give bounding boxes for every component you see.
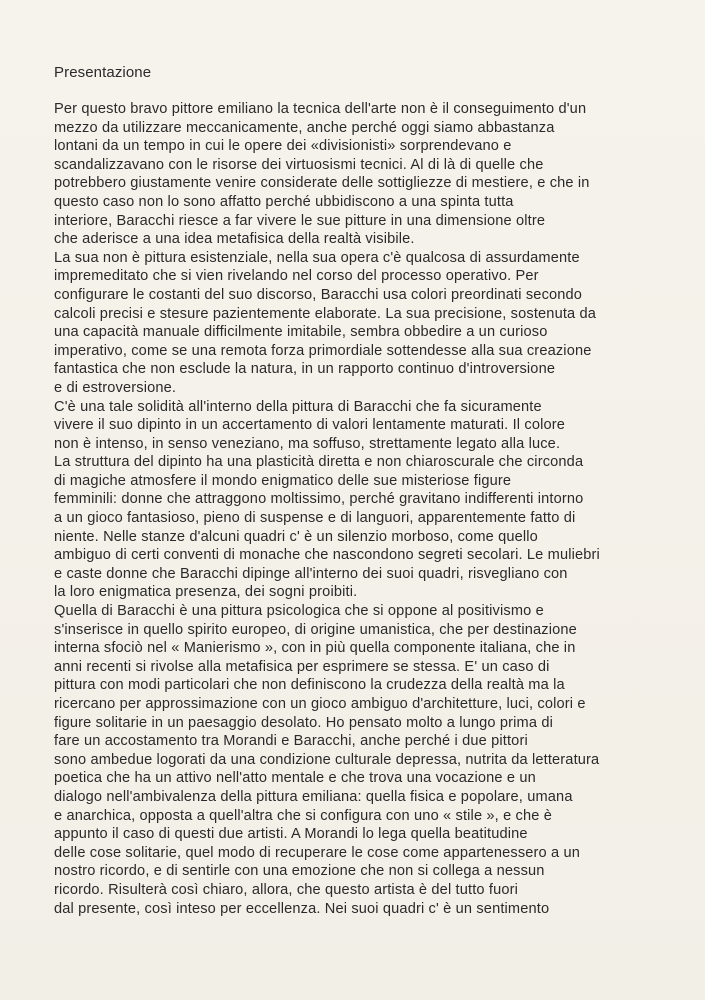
text-line: imperativo, come se una remota forza primordiale sottendesse alla sua creazione [54, 342, 592, 359]
text-line: s'inserisce in quello spirito europeo, di origine umanistica, che per destinazione [54, 621, 577, 638]
page-title: Presentazione [54, 64, 152, 81]
text-line: scandalizzavano con le risorse dei virtuosismi tecnici. Al di là di quelle che [54, 156, 544, 173]
text-line: delle cose solitarie, quel modo di recuperare le cose come appartenessero a un [54, 844, 581, 861]
text-line: dal presente, così inteso per eccellenza. Nei suoi quadri c' è un sentimento [54, 900, 550, 917]
text-line: lontani da un tempo in cui le opere dei «divisionisti» sorprendevano e [54, 138, 512, 155]
text-line: configurare le costanti del suo discorso, Baracchi usa colori preordinati secondo [54, 286, 583, 303]
text-line: Per questo bravo pittore emiliano la tecnica dell'arte non è il conseguimento d'un [54, 101, 587, 117]
text-line: figure solitarie in un paesaggio desolato. Ho pensato molto a lungo prima di [54, 714, 553, 731]
text-line: e anarchica, opposta a quell'altra che si configura con uno « stile », e che è [54, 807, 553, 824]
text-line: ricercano per approssimazione con un gioco ambiguo d'architetture, luci, colori e [54, 696, 586, 712]
text-line: e di estroversione. [54, 379, 177, 396]
body-text [54, 100, 674, 918]
text-line: La struttura del dipinto ha una plasticità diretta e non chiaroscurale che circonda [54, 454, 584, 471]
text-line: una capacità manuale difficilmente imitabile, sembra obbedire a un curioso [54, 324, 548, 341]
text-line: femminili: donne che attraggono moltissimo, perché gravitano indifferenti intorno [54, 491, 584, 508]
text-line: Quella di Baracchi è una pittura psicologica che si oppone al positivismo e [54, 603, 544, 620]
text-line: interiore, Baracchi riesce a far vivere le sue pitture in una dimensione oltre [54, 212, 546, 229]
text-line: fantastica che non esclude la natura, in un rapporto continuo d'introversione [54, 361, 556, 378]
text-line: non è intenso, in senso veneziano, ma soffuso, strettamente legato alla luce. [54, 435, 561, 452]
text-line: fare un accostamento tra Morandi e Baracchi, anche perché i due pittori [54, 733, 528, 750]
text-line: ambiguo di certi conventi di monache che nascondono segreti secolari. Le muliebri [54, 547, 600, 564]
text-line: poetica che ha un attivo nell'atto mentale e che trova una vocazione e un [54, 770, 536, 787]
text-line: nostro ricordo, e di sentirle con una emozione che non si collega a nessun [54, 863, 545, 880]
text-line: appunto il caso di questi due artisti. A Morandi lo lega quella beatitudine [54, 826, 528, 843]
text-line: potrebbero giustamente venire considerate delle sottigliezze di mestiere, e che in [54, 175, 590, 192]
text-line: dialogo nell'ambivalenza della pittura emiliana: quella fisica e popolare, umana [54, 788, 573, 805]
text-line: vivere il suo dipinto in un accertamento di valori lentamente maturati. Il colore [54, 417, 566, 434]
text-line: calcoli precisi e stesure pazientemente elaborate. La sua precisione, sostenuta da [54, 305, 597, 322]
text-line: di magiche atmosfere il mondo enigmatico delle sue misteriose figure [54, 472, 512, 489]
text-line: sono ambedue logorati da una condizione culturale depressa, nutrita da letteratura [54, 751, 600, 768]
text-line: La sua non è pittura esistenziale, nella sua opera c'è qualcosa di assurdamente [54, 249, 580, 266]
text-line: pittura con modi particolari che non definiscono la crudezza della realtà ma la [54, 677, 565, 694]
text-line: che aderisce a una idea metafisica della realtà visibile. [54, 231, 415, 248]
text-line: C'è una tale solidità all'interno della pittura di Baracchi che fa sicuramente [54, 398, 542, 415]
text-line: la loro enigmatica presenza, dei sogni proibiti. [54, 584, 358, 601]
text-line: anni recenti si rivolse alla metafisica per esprimere se stessa. E' un caso di [54, 658, 550, 675]
text-line: questo caso non lo sono affatto perché ubbidiscono a una spinta tutta [54, 193, 514, 210]
text-line: a un gioco fantasioso, pieno di suspense e di languori, apparentemente fatto di [54, 510, 576, 527]
text-line: e caste donne che Baracchi dipinge all'interno dei suoi quadri, risvegliano con [54, 565, 568, 582]
text-line: mezzo da utilizzare meccanicamente, anche perché oggi siamo abbastanza [54, 119, 555, 136]
text-line: interna sfociò nel « Manierismo », con in più quella componente italiana, che in [54, 640, 576, 657]
text-line: ricordo. Risulterà così chiaro, allora, che questo artista è del tutto fuori [54, 881, 519, 898]
text-line: niente. Nelle stanze d'alcuni quadri c' è un silenzio morboso, come quello [54, 528, 538, 545]
text-line: impremeditato che si vien rivelando nel corso del processo operativo. Per [54, 268, 539, 285]
